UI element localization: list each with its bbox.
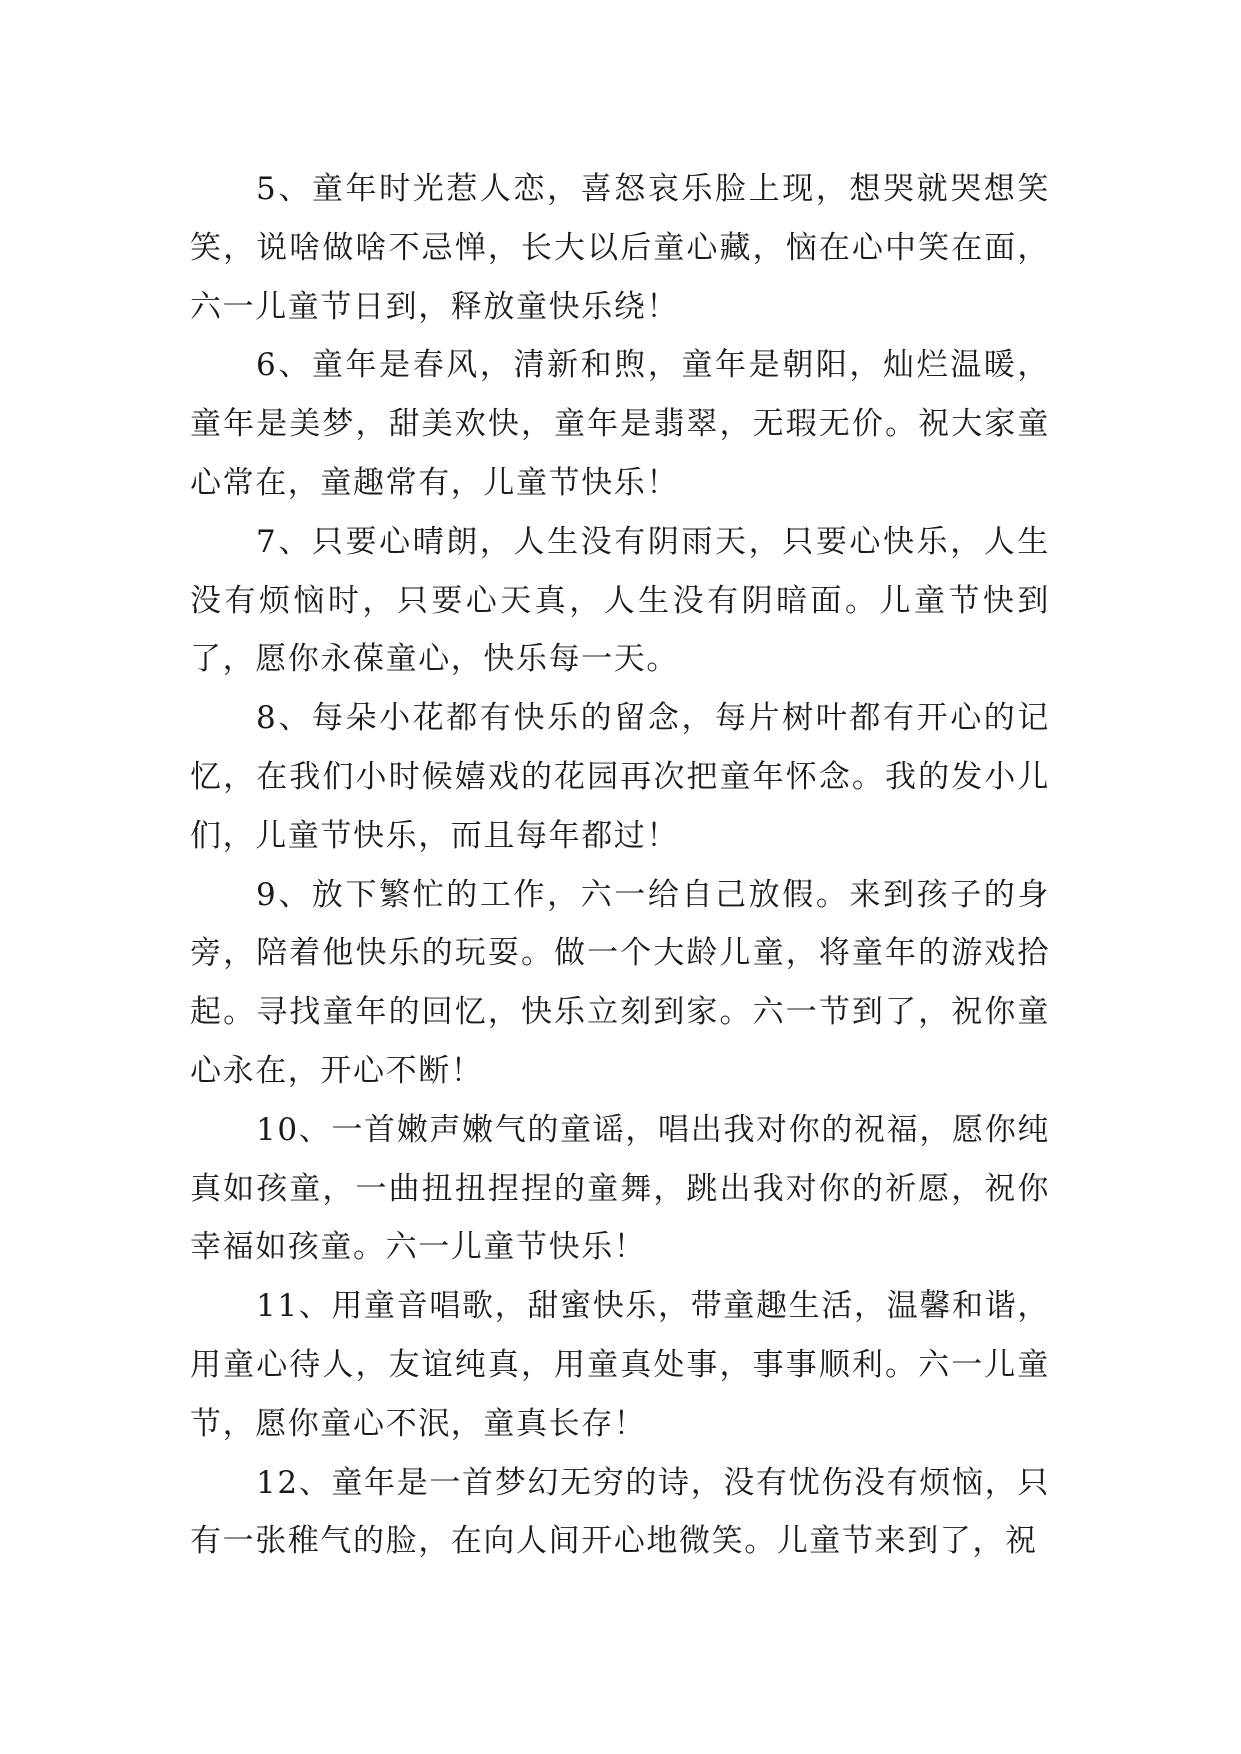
- paragraph-5: 5、童年时光惹人恋，喜怒哀乐脸上现，想哭就哭想笑笑，说啥做啥不忌惮，长大以后童心藏，恼在心中笑在面，六一儿童节日到，释放童快乐绕！: [190, 171, 1050, 325]
- document-body: [190, 160, 1050, 1571]
- paragraph-12: 12、童年是一首梦幻无穷的诗，没有忧伤没有烦恼，只有一张稚气的脸，在向人间开心地微笑。儿童节来到了，祝: [190, 1464, 1050, 1560]
- paragraph-7: 7、只要心晴朗，人生没有阴雨天，只要心快乐，人生没有烦恼时，只要心天真，人生没有阴暗面。儿童节快到了，愿你永葆童心，快乐每一天。: [190, 523, 1050, 678]
- paragraph-6: 6、童年是春风，清新和煦，童年是朝阳，灿烂温暖，童年是美梦，甜美欢快，童年是翡翠，无瑕无价。祝大家童心常在，童趣常有，儿童节快乐！: [190, 347, 1050, 501]
- paragraph-9: 9、放下繁忙的工作，六一给自己放假。来到孩子的身旁，陪着他快乐的玩耍。做一个大龄儿童，将童年的游戏拾起。寻找童年的回忆，快乐立刻到家。六一节到了，祝你童心永在，开心不断！: [190, 876, 1050, 1089]
- paragraph-11: 11、用童音唱歌，甜蜜快乐，带童趣生活，温馨和谐，用童心待人，友谊纯真，用童真处事，事事顺利。六一儿童节，愿你童心不泯，童真长存！: [190, 1288, 1050, 1442]
- paragraph-8: 8、每朵小花都有快乐的留念，每片树叶都有开心的记忆，在我们小时候嬉戏的花园再次把童年怀念。我的发小儿们，儿童节快乐，而且每年都过！: [190, 700, 1050, 854]
- paragraph-10: 10、一首嫩声嫩气的童谣，唱出我对你的祝福，愿你纯真如孩童，一曲扭扭捏捏的童舞，跳出我对你的祈愿，祝你幸福如孩童。六一儿童节快乐！: [190, 1111, 1050, 1266]
